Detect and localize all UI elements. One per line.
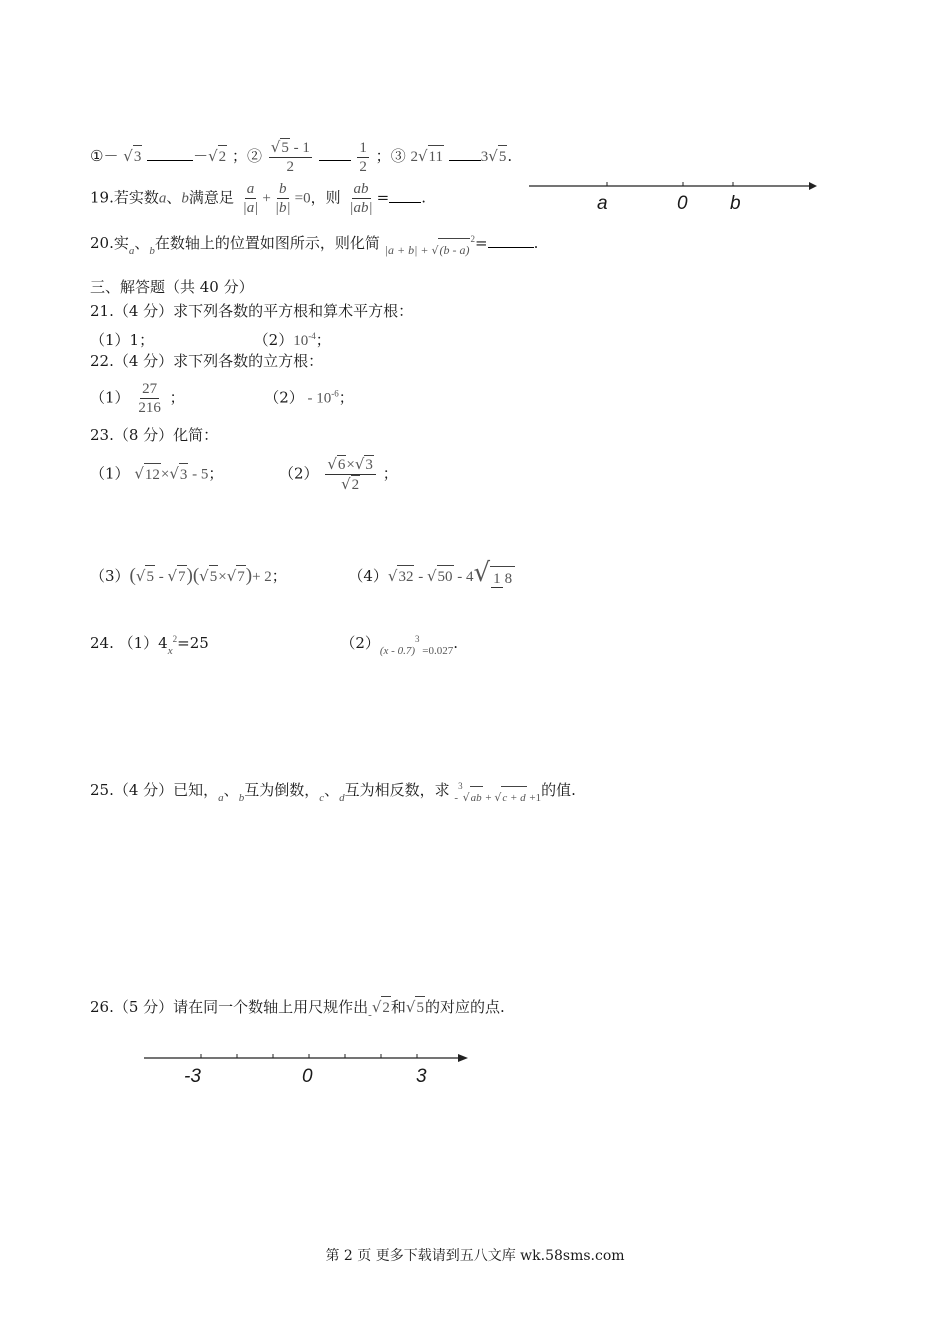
q23-p2-times: ×	[346, 457, 355, 473]
q21-title: 21.（4 分）求下列各数的平方根和算术平方根：	[90, 302, 414, 320]
q24-p1-var: x	[167, 645, 173, 657]
q20-expr-radicand: (b - a)	[438, 238, 470, 261]
q23-row1	[90, 455, 398, 494]
q18-sep2: ；	[375, 147, 391, 165]
circled-2: ②	[246, 147, 262, 165]
section-3-title: 三、解答题（共 40 分）	[90, 278, 254, 296]
circled-3: ③	[390, 147, 406, 165]
q18-sep1: ；	[231, 147, 247, 165]
q25-var-c: c	[319, 792, 325, 804]
q23-p3-close: )	[245, 565, 253, 586]
sqrt-icon: √	[488, 147, 498, 165]
q19-var-b: b	[181, 190, 189, 207]
sqrt-icon: √	[327, 455, 337, 473]
q19-text2: ，则	[310, 188, 341, 207]
number-line-2-arrow	[458, 1054, 468, 1062]
q18-p2-denominator: 2	[286, 159, 295, 175]
q18-p2-numerator	[269, 138, 312, 158]
q20-var-b: b	[149, 245, 155, 257]
page-footer: 第 2 页 更多下载请到五八文库 wk.58sms.com	[325, 1248, 625, 1264]
q18-end: .	[507, 147, 513, 165]
q26-line	[90, 996, 505, 1026]
q23-p3-radicand-1: 5	[145, 565, 155, 588]
q20-text: 在数轴上的位置如图所示，则化简	[154, 234, 380, 252]
q23-p3-end: ；	[271, 567, 287, 585]
sqrt-icon: √	[226, 567, 237, 585]
number-line-1-label-b: b	[730, 193, 741, 214]
q19-fraction-1	[241, 180, 261, 217]
q25-line	[90, 775, 576, 809]
q23-p3-times: ×	[218, 569, 227, 585]
q19-blank	[389, 188, 421, 203]
q19-f3-den: |ab|	[349, 200, 373, 216]
q26-minus: -	[368, 1009, 372, 1021]
q22-p2-expr: - 10	[303, 390, 332, 407]
q18-p2-num-rest: - 1	[289, 140, 310, 156]
q23-p2-num-radicand-2: 3	[365, 457, 373, 473]
number-line-1-arrow	[809, 182, 817, 190]
q23-p1-label: （1）	[90, 464, 130, 483]
q18-p2-fraction	[269, 138, 312, 176]
q20-end: .	[533, 234, 539, 252]
q23-p3-mid: )(	[186, 565, 200, 586]
q21-p2-exp: -4	[308, 331, 316, 341]
sqrt-icon: √	[199, 567, 209, 585]
sqrt-icon: √	[341, 475, 351, 493]
q22-p1-end: ；	[169, 388, 185, 407]
q22-p1-fraction	[136, 380, 163, 417]
q22-title: 22.（4 分）求下列各数的立方根：	[90, 352, 324, 370]
q18-p1-left-radicand: 3	[133, 145, 143, 168]
q23-p2-denominator	[339, 475, 362, 494]
q22-p1-label: （1）	[90, 388, 130, 407]
q19-f3-num: ab	[353, 181, 369, 197]
q23-p1-end: ；	[208, 464, 224, 483]
sqrt-icon: √	[169, 464, 179, 483]
q21-p2-end: ；	[315, 331, 331, 349]
q23-p4-radicand-1: 32	[397, 565, 414, 588]
q21-p2-label: （2）	[253, 331, 294, 349]
q23-p4-minus-2: - 4	[453, 569, 474, 585]
q23-p2-den-radicand: 2	[351, 477, 360, 493]
q24-p2-exp: 3	[415, 634, 420, 644]
sqrt-icon: √	[270, 138, 281, 156]
q18-p3-right-coef: 3	[480, 149, 489, 165]
sqrt-icon: √	[417, 147, 428, 165]
sqrt-icon: √	[135, 567, 146, 585]
q23-p3-radicand-2: 7	[177, 565, 187, 588]
q25-text1: 互为倒数，	[244, 781, 320, 799]
q26-radicand-2: 5	[415, 996, 425, 1019]
q23-p2-end: ；	[382, 464, 398, 483]
q18-p1-right-minus: －	[193, 147, 209, 165]
sqrt-icon: √	[134, 464, 144, 483]
q23-p4-fraction	[490, 566, 515, 589]
q25-label: 25.（4 分）已知，	[90, 781, 219, 799]
sqrt-icon: √	[208, 147, 218, 165]
number-line-2-label-neg3: -3	[184, 1066, 201, 1087]
q19-f2-num: b	[279, 181, 287, 197]
q23-title: 23.（8 分）化简：	[90, 426, 219, 444]
q22-p1-num: 27	[142, 381, 158, 397]
sqrt-icon: √	[473, 558, 491, 588]
q23-p3-rest: + 2	[252, 569, 272, 585]
q18-p3-left-radicand: 11	[428, 145, 444, 168]
q20-expr-exp: 2	[470, 234, 475, 244]
sqrt-icon: √	[426, 567, 437, 585]
q20-var-a: a	[128, 245, 135, 257]
q26-and: 和	[390, 998, 406, 1016]
sqrt-icon: √	[431, 244, 439, 257]
q26-end: 的对应的点.	[424, 998, 505, 1016]
q21-p2-base: 10	[293, 333, 309, 349]
q21-parts	[90, 325, 331, 352]
q19-var-a: a	[158, 190, 167, 207]
q23-p4-frac-num: 1	[493, 570, 501, 587]
q24-p1-rest: =25	[177, 634, 209, 652]
q18-p3-right-radicand: 5	[498, 145, 508, 168]
q25-var-b: b	[238, 792, 245, 804]
q18-p1-blank	[147, 146, 193, 161]
q19-f1-num: a	[246, 181, 255, 197]
q23-p3-label: （3）	[90, 567, 130, 585]
q24-p1-label: （1）4	[118, 634, 168, 652]
q20-sep: 、	[134, 234, 150, 252]
q25-expr-minus: -	[454, 792, 459, 804]
q24-p2-expr: (x - 0.7)	[379, 645, 416, 657]
q24-line	[90, 628, 458, 662]
q19-text1: 满意足	[188, 188, 234, 207]
q21-p1: （1）1；	[90, 331, 155, 349]
q23-p1-radicand-1: 12	[144, 463, 161, 486]
q25-expr-radicand-1: ab	[470, 786, 483, 809]
q22-p1-den: 216	[138, 400, 161, 416]
q19-end: .	[421, 188, 427, 207]
q23-p4-radicand-2: 50	[437, 565, 454, 588]
q20-line	[90, 228, 538, 262]
q23-p2-num-radicand-1: 6	[337, 457, 346, 473]
q20-label: 20.实	[90, 234, 129, 252]
q23-p1-radicand-2: 3	[179, 463, 189, 486]
q26-radicand-1: 2	[381, 996, 391, 1019]
q18-p3-left-coef: 2	[410, 149, 418, 165]
q24-p2-rest: =0.027	[419, 645, 454, 657]
q25-end: 的值.	[541, 781, 576, 799]
q23-p3-minus: -	[154, 569, 168, 585]
q24-p1-exp: 2	[172, 634, 178, 644]
q23-p1-times: ×	[160, 466, 170, 483]
sqrt-icon: √	[354, 455, 365, 473]
number-line-1	[525, 176, 825, 196]
q18-p1-minus: －	[103, 147, 119, 165]
q22-p2-label: （2）	[264, 388, 304, 407]
q24-p2-label: （2）	[340, 634, 380, 652]
sqrt-icon: √	[167, 567, 177, 585]
q23-p4-frac-den: 8	[504, 570, 513, 587]
number-line-2	[140, 1048, 480, 1068]
q18-line	[90, 138, 512, 176]
q25-sep1: 、	[223, 781, 239, 799]
q25-var-d: d	[339, 792, 345, 804]
q18-p3-blank	[449, 146, 481, 161]
sqrt-icon: √	[123, 147, 133, 165]
q18-p2-right-den: 2	[359, 158, 367, 175]
q24-label: 24.	[90, 634, 114, 652]
q25-sep2: 、	[324, 781, 340, 799]
q23-p4-minus-1: -	[414, 569, 427, 585]
number-line-2-label-3: 3	[416, 1066, 427, 1087]
q22-parts	[90, 380, 354, 417]
sqrt-icon: √	[371, 998, 382, 1016]
number-line-1-label-a: a	[597, 193, 608, 214]
circled-1: ①	[90, 147, 104, 165]
q20-expr-abs: |a + b| +	[384, 243, 432, 257]
q19-label: 19.若实数	[90, 188, 159, 207]
q19-eq0: =0	[294, 190, 311, 207]
q25-expr-plus: +	[482, 792, 495, 804]
q23-p2-label: （2）	[279, 464, 319, 483]
q18-p2-right-fraction	[357, 139, 369, 176]
q25-expr-radicand-2: c + d	[501, 786, 526, 809]
number-line-2-label-0: 0	[302, 1066, 313, 1087]
sqrt-icon: √	[387, 567, 398, 585]
q22-p2-end: ；	[338, 388, 354, 407]
q18-p2-right-num: 1	[359, 139, 367, 156]
q19-plus: +	[262, 190, 271, 207]
cube-root-icon: √	[462, 791, 470, 804]
number-line-1-label-0: 0	[677, 193, 688, 214]
q19-fraction-3	[347, 180, 374, 217]
q18-p1-right-radicand: 2	[218, 145, 228, 168]
q26-label: 26.（5 分）请在同一个数轴上用尺规作出	[90, 998, 369, 1016]
q19-f2-den: |b|	[274, 200, 291, 216]
q22-p2-exp: -6	[331, 388, 339, 399]
q24-p2-end: .	[453, 634, 459, 652]
q23-p4-label: （4）	[348, 567, 388, 585]
q25-text2: 互为相反数，求	[344, 781, 450, 799]
q20-eq: =	[474, 234, 488, 252]
q19-sep: 、	[166, 188, 182, 207]
q25-expr-root-index: 3	[458, 781, 463, 791]
q18-p2-blank	[319, 146, 351, 161]
q25-expr-rest: +1	[526, 792, 542, 804]
q20-blank	[488, 233, 534, 248]
q19-f1-den: |a|	[242, 200, 259, 216]
q23-p3-radicand-3: 5	[209, 565, 219, 588]
q23-p3-radicand-4: 7	[236, 565, 246, 588]
q19-eq: =	[376, 188, 390, 207]
q19-fraction-2	[273, 180, 293, 217]
sqrt-icon: √	[405, 998, 416, 1016]
q19-line	[90, 180, 426, 217]
q23-p2-numerator	[325, 455, 376, 475]
q25-var-a: a	[218, 792, 224, 804]
q23-p2-fraction	[325, 455, 376, 494]
q23-row2	[90, 558, 517, 589]
q23-p1-rest: - 5	[188, 466, 209, 483]
sqrt-icon: √	[494, 791, 502, 804]
q23-p3-open: (	[129, 565, 136, 586]
q18-p2-num-radicand: 5	[281, 140, 289, 156]
